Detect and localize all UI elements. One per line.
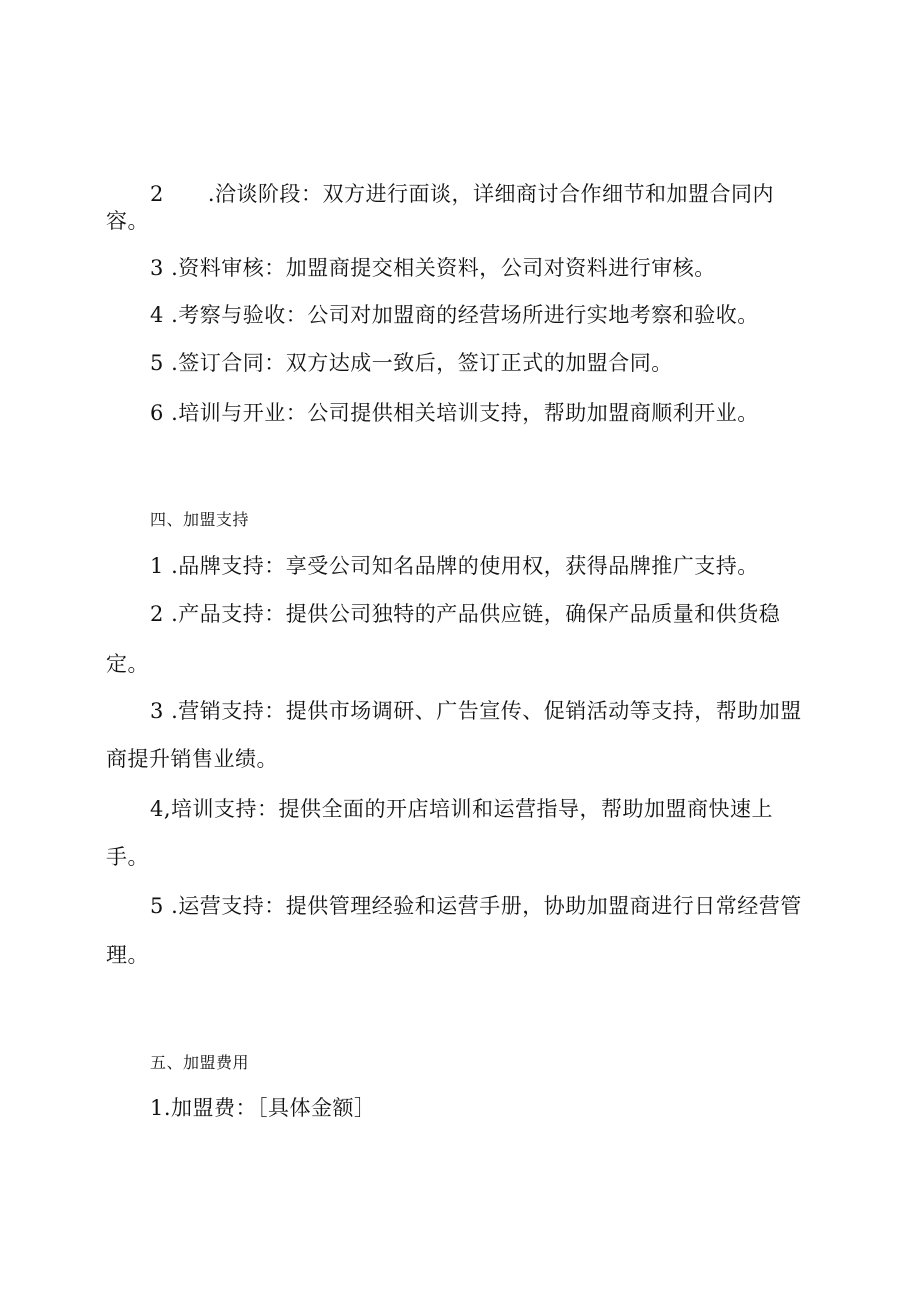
list-item	[150, 602, 780, 626]
list-item-continuation	[106, 943, 149, 967]
list-item	[150, 303, 759, 327]
list-item	[150, 699, 802, 723]
item-number: 1	[150, 554, 164, 578]
item-number: 4	[150, 303, 164, 327]
item-number: 4,	[150, 797, 172, 821]
item-number: 2	[150, 182, 164, 206]
item-text: .考察与验收：公司对加盟商的经营场所进行实地考察和验收。	[171, 303, 759, 327]
list-item	[150, 554, 759, 578]
item-text-continuation: 商提升销售业绩。	[106, 747, 278, 771]
item-text-continuation: 理。	[106, 943, 149, 967]
list-item	[150, 894, 802, 918]
item-text-continuation: 手。	[106, 845, 149, 869]
list-item	[150, 797, 773, 821]
list-item	[150, 351, 673, 375]
list-item	[150, 1096, 376, 1120]
item-text: 培训支持：提供全面的开店培训和运营指导，帮助加盟商快速上	[171, 797, 774, 821]
item-text: .产品支持：提供公司独特的产品供应链，确保产品质量和供货稳	[171, 602, 781, 626]
item-number: 5	[150, 894, 164, 918]
item-text: .签订合同：双方达成一致后，签订正式的加盟合同。	[171, 351, 673, 375]
list-item	[150, 401, 759, 425]
item-number: 3	[150, 699, 164, 723]
item-text: 加盟费：［具体金额］	[171, 1096, 376, 1120]
list-item-continuation	[106, 747, 278, 771]
item-text: .运营支持：提供管理经验和运营手册，协助加盟商进行日常经营管	[171, 894, 802, 918]
item-text: .品牌支持：享受公司知名品牌的使用权，获得品牌推广支持。	[171, 554, 759, 578]
item-text: .营销支持：提供市场调研、广告宣传、促销活动等支持，帮助加盟	[171, 699, 802, 723]
item-number: 6	[150, 401, 164, 425]
list-item-continuation	[106, 209, 149, 233]
item-number: 5	[150, 351, 164, 375]
item-text: .培训与开业：公司提供相关培训支持，帮助加盟商顺利开业。	[171, 401, 759, 425]
list-item-continuation	[106, 652, 149, 676]
list-item	[150, 256, 716, 280]
item-number: 3	[150, 256, 164, 280]
item-number: 2	[150, 602, 164, 626]
item-text-continuation: 容。	[106, 209, 149, 233]
item-number: 1.	[150, 1096, 172, 1120]
item-text: .资料审核：加盟商提交相关资料，公司对资料进行审核。	[171, 256, 716, 280]
section-heading: 四、加盟支持	[150, 510, 250, 529]
list-item-continuation	[106, 845, 149, 869]
section-heading: 五、加盟费用	[150, 1053, 250, 1072]
item-text: .洽谈阶段：双方进行面谈，详细商讨合作细节和加盟合同内	[207, 182, 775, 206]
list-item	[150, 182, 774, 206]
item-text-continuation: 定。	[106, 652, 149, 676]
